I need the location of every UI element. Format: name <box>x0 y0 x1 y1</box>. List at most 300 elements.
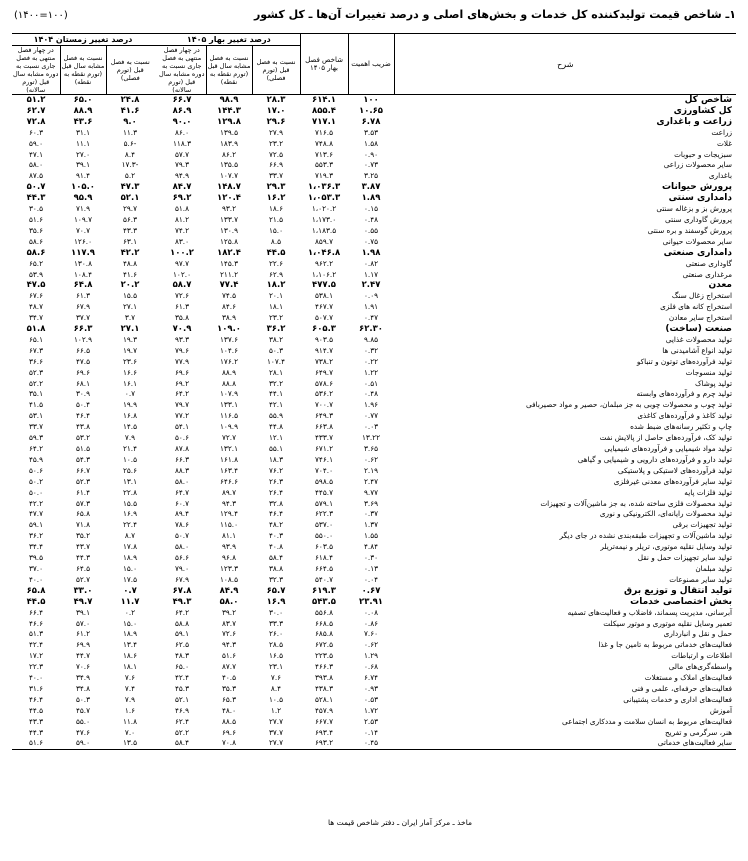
cell-weight: ۰.۳۲ <box>363 345 379 355</box>
cell-desc: تولید کاغذ و فرآورده‌های کاغذی <box>637 411 733 421</box>
cell-desc: تولید کک، فرآورده‌های حاصل از پالایش نفت <box>599 433 733 443</box>
cell-index: ۸۵۹.۷ <box>315 236 334 246</box>
cell-index: ۱،۱۰۶.۲ <box>311 269 337 279</box>
cell-desc: سایر محصولات حیوانی <box>662 236 733 246</box>
cell-spring-annual: ۷۹.۰ <box>174 563 190 573</box>
cell-winter-qoq: ۸.۷ <box>124 531 136 541</box>
cell-spring-yoy: ۱۳۵.۵ <box>220 160 239 170</box>
cell-weight: ۰.۶۲ <box>363 454 379 464</box>
cell-desc: تولید انتقال و توزیع برق <box>624 585 733 596</box>
cell-spring-qoq: ۲۳.۱ <box>268 662 284 672</box>
cell-winter-annual: ۳۴.۷ <box>28 313 44 323</box>
cell-desc: فعالیت‌های مربوط به انسان سلامت و مددکاری اجتماعی <box>561 716 733 726</box>
cell-index: ۵۲۸.۱ <box>315 694 334 704</box>
cell-spring-qoq: ۱۸.۶ <box>268 204 284 214</box>
cell-winter-yoy: ۵۷.۰ <box>75 618 91 628</box>
cell-weight: ۰.۵۱ <box>363 378 379 388</box>
cell-spring-yoy: ۱۲۵.۸ <box>220 236 239 246</box>
table-row <box>12 444 736 455</box>
table-row <box>12 651 736 662</box>
cell-winter-yoy: ۳۰.۹ <box>75 389 91 399</box>
cell-index: ۵۷۹.۱ <box>315 498 334 508</box>
cell-spring-yoy: ۱۴۵.۳ <box>220 258 239 268</box>
cell-spring-annual: ۵۶.۶ <box>174 553 190 563</box>
cell-weight: ۰.۳۷ <box>363 509 379 519</box>
cell-desc: فعالیت‌های خدماتی مربوط به تامین جا و غذا <box>598 640 733 650</box>
cell-winter-qoq: ۴۸.۸ <box>122 258 138 268</box>
table-title: ۱ـ شاخص قیمت تولیدکننده کل خدمات و بخش‌های اصلی و درصد تغییرات آن‌ها ـ کل کشور <box>253 8 736 21</box>
col-header-winter-yoy: نسبت به فصل مشابه سال قبل (تورم نقطه به نقطه) <box>60 46 106 95</box>
cell-winter-yoy: ۷۱.۹ <box>75 204 91 214</box>
cell-winter-annual: ۵۹.۳ <box>28 433 44 443</box>
cell-winter-qoq: ۲۰.۲ <box>120 280 140 291</box>
group-header-winter: درصد تغییر زمستان ۱۴۰۴ <box>12 34 154 46</box>
col-header-spring-qoq: نسبت به فصل قبل (تورم فصلی) <box>252 46 300 95</box>
cell-weight: ۱۳.۲۲ <box>362 433 381 443</box>
cell-weight: ۰.۵۵ <box>363 225 379 235</box>
cell-winter-qoq: ۱۶.۶ <box>122 367 138 377</box>
cell-winter-qoq: ۱۸.۹ <box>122 553 138 563</box>
cell-spring-yoy: ۹۳.۲ <box>221 204 237 214</box>
cell-winter-yoy: ۳۷.۷ <box>75 313 91 323</box>
cell-winter-qoq: ۱۵.۵ <box>122 291 138 301</box>
cell-winter-yoy: ۳۳.۰ <box>73 585 93 596</box>
cell-spring-qoq: ۴۶.۴ <box>268 509 284 519</box>
cell-spring-qoq: ۲۶.۰ <box>268 629 284 639</box>
cell-winter-qoq: ۲۷.۱ <box>122 302 138 312</box>
cell-desc: اطلاعات و ارتباطات <box>671 651 733 661</box>
cell-spring-annual: ۷۴.۲ <box>174 225 190 235</box>
cell-winter-qoq: ۱۳.۵ <box>106 738 154 749</box>
cell-desc: تولید محصولات غذایی <box>665 334 733 344</box>
table-row <box>12 629 736 640</box>
cell-winter-yoy: ۵۴.۳ <box>75 454 91 464</box>
cell-winter-qoq: ۱۷.۵ <box>122 574 138 584</box>
cell-winter-qoq: ۷.۴ <box>124 683 136 693</box>
cell-winter-yoy: ۳۴.۹ <box>75 673 91 683</box>
cell-winter-yoy: ۶۶.۵ <box>75 345 91 355</box>
cell-index: ۶۶۸.۵ <box>315 618 334 628</box>
cell-desc: تولید سایر تجهیزات حمل و نقل <box>637 553 733 563</box>
cell-spring-yoy: ۱۳۲.۱ <box>220 444 239 453</box>
cell-spring-annual: ۵۰.۷ <box>174 531 190 541</box>
cell-winter-annual: ۶۶.۴ <box>28 607 44 617</box>
cell-weight: ۲.۴۷ <box>361 280 381 291</box>
cell-weight: ۲.۵۳ <box>363 716 379 726</box>
cell-spring-annual: ۵۲.۲ <box>174 727 190 737</box>
cell-spring-annual: ۸۷.۸ <box>174 444 190 453</box>
cell-winter-annual: ۵۸.۶ <box>26 247 46 258</box>
cell-winter-qoq: ۱۳.۱ <box>122 476 138 486</box>
cell-winter-qoq: ۶۳.۱ <box>122 236 138 246</box>
cell-index: ۶۷۱.۲ <box>315 444 334 453</box>
cell-winter-qoq: ۱۶.۹ <box>122 509 138 519</box>
cell-weight: ۱.۳۷ <box>363 520 379 530</box>
cell-winter-qoq: ۴۳.۳ <box>122 225 138 235</box>
cell-spring-annual: ۶۹.۲ <box>174 378 190 388</box>
cell-index: ۵۵۰.۰ <box>315 531 334 541</box>
cell-desc: پرورش گوسفند و بره سنتی <box>647 225 733 235</box>
cell-desc: سایر فعالیت‌های خدماتی <box>394 738 736 749</box>
cell-desc: استخراج سایر معادن <box>668 313 733 323</box>
cell-spring-annual: ۶۲.۴ <box>174 716 190 726</box>
cell-weight: ۰.۷۵ <box>363 236 379 246</box>
cell-spring-annual: ۶۴.۲ <box>174 607 190 617</box>
table-row <box>12 422 736 433</box>
table-row <box>12 313 736 324</box>
cell-winter-yoy: ۵۱.۵ <box>75 444 91 453</box>
cell-winter-qoq: ۲۹.۷ <box>122 204 138 214</box>
col-header-weight: ضریب اهمیت <box>348 34 394 95</box>
table-row <box>12 117 736 128</box>
cell-winter-yoy: ۵۰.۳ <box>75 694 91 704</box>
cell-winter-yoy: ۶۵.۰ <box>73 95 93 105</box>
cell-weight: ۰.۷۳ <box>363 160 379 170</box>
cell-spring-yoy: ۱۲۹.۸ <box>217 116 241 127</box>
cell-winter-annual: ۳۶.۲ <box>28 531 44 541</box>
cell-desc: تولید فرآورده‌های لاستیکی و پلاستیکی <box>617 465 733 475</box>
cell-winter-yoy: ۹۱.۴ <box>75 171 91 181</box>
cell-spring-qoq: ۱.۲ <box>270 705 282 715</box>
cell-spring-annual: ۵۴.۱ <box>174 422 190 432</box>
cell-spring-annual: ۳۵.۸ <box>174 313 190 323</box>
cell-winter-qoq: ۱۵.۰ <box>122 563 138 573</box>
cell-spring-yoy: ۸۸.۸ <box>221 378 237 388</box>
cell-weight: ۲۳.۹۱ <box>359 596 383 607</box>
cell-spring-yoy: ۸۹.۷ <box>221 487 237 497</box>
col-header-spring-annual: در چهار فصل منتهی به فصل جاری نسبت به دوره مشابه سال قبل (تورم سالانه) <box>159 46 205 94</box>
cell-spring-yoy: ۸۴.۶ <box>221 302 237 312</box>
cell-desc: دامداری سنتی <box>668 193 733 204</box>
cell-spring-yoy: ۱۰۷.۹ <box>220 389 239 399</box>
cell-index: ۵۳۶.۲ <box>315 389 334 399</box>
cell-winter-yoy: ۳۵.۲ <box>75 531 91 541</box>
cell-winter-annual: ۶۷.۳ <box>28 345 44 355</box>
cell-index: ۴۷۷.۵ <box>312 280 336 291</box>
cell-spring-qoq: ۱۷.۰ <box>266 105 286 116</box>
table-row <box>12 106 736 117</box>
cell-winter-annual: ۵۰.۷ <box>26 182 46 193</box>
cell-winter-yoy: ۳۹.۱ <box>75 607 91 617</box>
table-row <box>12 520 736 531</box>
cell-spring-yoy: ۱۸۲.۴ <box>217 247 241 258</box>
cell-winter-annual: ۳۹.۵ <box>28 553 44 563</box>
cell-index: ۳۹۳.۸ <box>315 673 334 683</box>
cell-spring-qoq: ۳۲.۳ <box>268 574 284 584</box>
cell-winter-annual: ۳۶.۶ <box>28 356 44 366</box>
cell-winter-yoy: ۴۵.۷ <box>75 705 91 715</box>
cell-winter-annual: ۵۰.۰ <box>28 487 44 497</box>
cell-spring-annual: ۷۹.۶ <box>174 345 190 355</box>
col-header-desc: شرح <box>394 34 736 95</box>
cell-spring-qoq: ۵۵.۹ <box>268 411 284 421</box>
cell-winter-yoy: ۹۵.۹ <box>73 193 93 204</box>
cell-winter-yoy: ۶۶.۷ <box>75 465 91 475</box>
cell-spring-annual: ۵۸.۰ <box>174 542 190 552</box>
cell-spring-annual: ۷۷.۲ <box>174 411 190 421</box>
cell-index: ۹۰۳.۵ <box>315 334 334 344</box>
cell-winter-annual: ۵۱.۳ <box>28 629 44 639</box>
cell-winter-qoq: ۵.۶- <box>123 138 137 148</box>
cell-index: ۴۶۷.۷ <box>315 302 334 312</box>
cell-spring-annual: ۶۷.۹ <box>174 574 190 584</box>
cell-winter-yoy: ۱۰۲.۹ <box>74 334 92 344</box>
cell-weight: ۰.۰۸ <box>363 607 379 617</box>
cell-winter-annual: ۴۳.۳ <box>28 716 44 726</box>
cell-winter-annual: ۴۷.۷ <box>28 509 44 519</box>
cell-spring-qoq: ۷۶.۲ <box>268 465 284 475</box>
cell-spring-yoy: ۷۲.۷ <box>221 433 237 443</box>
cell-desc: واسطه‌گری‌های مالی <box>668 662 733 672</box>
table-row <box>12 411 736 422</box>
table-row <box>12 553 736 564</box>
cell-winter-annual: ۴۴.۵ <box>28 705 44 715</box>
cell-spring-yoy: ۱۸۳.۹ <box>220 138 239 148</box>
cell-spring-qoq: ۲۶.۴ <box>268 487 284 497</box>
cell-index: ۵۵۶.۸ <box>315 607 334 617</box>
col-header-index: شاخص فصل بهار ۱۴۰۵ <box>300 34 348 95</box>
cell-winter-annual: ۴۲.۴ <box>28 640 44 650</box>
cell-desc: زراعت و باغداری <box>656 116 733 127</box>
cell-spring-qoq: ۳۶.۲ <box>266 324 286 335</box>
cell-desc: تولید انواع آشامیدنی ها <box>662 345 733 355</box>
cell-spring-qoq: ۴۰.۳ <box>268 531 284 541</box>
cell-spring-yoy: ۹۴.۳ <box>221 498 237 508</box>
table-row <box>12 640 736 651</box>
cell-spring-qoq: ۱۶.۵ <box>268 651 284 661</box>
cell-index: ۷۳۸.۲ <box>315 356 334 366</box>
table-row <box>12 597 736 608</box>
cell-spring-annual: ۶۹.۲ <box>172 193 192 204</box>
cell-winter-annual: ۴۱.۵ <box>28 400 44 410</box>
cell-spring-qoq: ۲۳.۲ <box>268 313 284 323</box>
table-row <box>12 357 736 368</box>
cell-winter-yoy: ۴۷.۵ <box>75 356 91 366</box>
cell-weight: ۳.۸۷ <box>361 182 381 193</box>
cell-spring-qoq: ۳۰.۰ <box>268 607 284 617</box>
cell-spring-annual: ۷۷.۹ <box>174 356 190 366</box>
cell-spring-qoq: ۸.۵ <box>270 236 282 246</box>
cell-spring-qoq: ۳۲.۸ <box>268 498 284 508</box>
cell-index: ۷۰۰.۷ <box>315 400 334 410</box>
cell-winter-qoq: ۳.۷ <box>124 313 136 323</box>
cell-desc: هنر، سرگرمی و تفریح <box>664 727 733 737</box>
cell-index: ۶۶۷.۷ <box>315 716 334 726</box>
cell-winter-qoq: ۱۱.۳ <box>122 127 138 137</box>
cell-spring-qoq: ۲۹.۶ <box>266 116 286 127</box>
cell-winter-annual: ۵۰.۲ <box>28 476 44 486</box>
cell-desc: کل کشاورزی <box>673 105 733 116</box>
cell-index: ۲۲۳.۵ <box>315 651 334 661</box>
cell-weight: ۰.۱۴ <box>363 727 379 737</box>
table-row <box>12 291 736 302</box>
cell-winter-qoq: ۱۵.۰ <box>122 618 138 628</box>
cell-spring-qoq: ۲۳.۲ <box>268 138 284 148</box>
cell-spring-annual: ۶۰.۷ <box>174 498 190 508</box>
cell-index: ۷۱۹.۳ <box>315 171 334 181</box>
table-row <box>12 150 736 161</box>
cell-winter-yoy: ۵۳.۲ <box>75 433 91 443</box>
cell-index: ۶۲۲.۳ <box>315 509 334 519</box>
cell-weight: ۰.۹۰ <box>363 149 379 159</box>
cell-winter-qoq: ۱۵.۵ <box>122 498 138 508</box>
cell-desc: گاوداری صنعتی <box>685 258 733 268</box>
cell-spring-qoq: ۱۰۷.۴ <box>267 356 286 366</box>
cell-spring-annual: ۱۰۰.۲ <box>170 247 194 258</box>
table-row <box>12 586 736 597</box>
cell-winter-annual: ۴۷.۱ <box>28 149 44 159</box>
cell-winter-yoy: ۶۷.۹ <box>75 302 91 312</box>
cell-weight: ۰.۱۳ <box>363 563 379 573</box>
cell-weight: ۰.۰۴ <box>363 574 379 584</box>
cell-winter-qoq: ۲۷.۱ <box>120 324 140 335</box>
cell-weight: ۰.۸۲ <box>363 258 379 268</box>
cell-spring-yoy: ۸۴.۹ <box>219 585 239 596</box>
cell-index: ۱،۰۵۳.۳ <box>307 193 341 204</box>
cell-winter-yoy: ۴۳.۷ <box>75 542 91 552</box>
cell-spring-yoy: ۶۵.۳ <box>221 694 237 704</box>
cell-spring-yoy: ۳۸.۹ <box>221 313 237 323</box>
cell-desc: تولید سایر فرآورده‌های معدنی غیرفلزی <box>613 476 733 486</box>
cell-winter-annual: ۲۲.۳ <box>28 662 44 672</box>
cell-winter-yoy: ۵۲.۷ <box>75 574 91 584</box>
cell-weight: ۱.۹۸ <box>361 247 381 258</box>
cell-winter-annual: ۴۰.۰ <box>28 673 44 683</box>
cell-spring-annual: ۸۳.۰ <box>174 236 190 246</box>
cell-winter-annual: ۶۰.۳ <box>28 127 44 137</box>
cell-winter-qoq: ۲۳.۶ <box>122 356 138 366</box>
cell-desc: تولید وسایل نقلیه موتوری، تریلر و نیمه‌تریلر <box>600 542 733 552</box>
cell-winter-qoq: ۲۵.۶ <box>122 465 138 475</box>
cell-spring-annual: ۴۲.۴ <box>174 673 190 683</box>
cell-index: ۴۶۶.۳ <box>315 662 334 672</box>
cell-desc: تولید چوب و محصولات چوبی به جز مبلمان، حصیر و مواد حصیربافی <box>526 400 733 410</box>
cell-winter-annual: ۵۰.۶ <box>28 465 44 475</box>
cell-spring-annual: ۶۴.۲ <box>174 389 190 399</box>
cell-winter-annual: ۵۹.۱ <box>28 520 44 530</box>
cell-weight: ۱.۵۵ <box>363 531 379 541</box>
cell-spring-yoy: ۴۸.۰ <box>221 705 237 715</box>
cell-winter-annual: ۴۴.۳ <box>28 727 44 737</box>
cell-winter-yoy: ۶۱.۳ <box>75 291 91 301</box>
cell-spring-yoy: ۱۲۳.۳ <box>220 563 239 573</box>
cell-weight: ۰.۴۷ <box>363 313 379 323</box>
cell-index: ۷۴۸.۸ <box>315 138 334 148</box>
cell-spring-qoq: ۲۷.۷ <box>268 716 284 726</box>
cell-weight: ۲.۴۷ <box>363 476 379 486</box>
cell-winter-yoy: ۳۴.۸ <box>75 683 91 693</box>
cell-index: ۴۳۸.۳ <box>315 683 334 693</box>
cell-weight: ۰.۴۵ <box>348 738 394 749</box>
cell-spring-annual: ۴۵.۳ <box>174 683 190 693</box>
cell-index: ۵۴۰.۷ <box>315 574 334 584</box>
cell-winter-annual: ۵۳.۱ <box>28 411 44 421</box>
cell-desc: استخراج کانه های فلزی <box>660 302 733 312</box>
table-row <box>12 237 736 248</box>
cell-winter-annual: ۵۸.۶ <box>28 236 44 246</box>
cell-spring-qoq: ۱۸.۲ <box>266 280 286 291</box>
cell-winter-annual: ۳۷.۰ <box>28 563 44 573</box>
cell-winter-annual: ۸۷.۵ <box>28 171 44 181</box>
cell-winter-yoy: ۶۸.۱ <box>75 378 91 388</box>
cell-spring-annual: ۸۶.۰ <box>174 127 190 137</box>
cell-winter-yoy: ۶۹.۶ <box>75 367 91 377</box>
cell-spring-annual: ۵۸.۸ <box>174 618 190 628</box>
cell-winter-qoq: ۰.۲ <box>124 607 136 617</box>
cell-spring-yoy: ۱۷۶.۲ <box>220 356 239 366</box>
cell-spring-yoy: ۸۶.۲ <box>221 149 237 159</box>
cell-spring-qoq: ۷.۶ <box>270 673 282 683</box>
cell-winter-qoq: ۱۰.۵ <box>122 454 138 464</box>
cell-winter-annual: ۳۴.۴ <box>28 542 44 552</box>
cell-winter-yoy: ۴۴.۳ <box>75 553 91 563</box>
cell-winter-qoq: ۵۶.۳ <box>122 214 138 224</box>
cell-desc: تولید چرم و فرآورده‌های وابسته <box>636 389 733 399</box>
cell-spring-annual: ۵۸.۴ <box>158 738 206 749</box>
cell-spring-annual: ۶۵.۰ <box>174 662 190 672</box>
cell-winter-yoy: ۷۱.۸ <box>75 520 91 530</box>
cell-weight: ۰.۶۸ <box>363 662 379 672</box>
cell-spring-yoy: ۷۰.۸ <box>206 738 252 749</box>
cell-spring-yoy: ۱۳۳.۱ <box>220 400 239 410</box>
cell-winter-annual: ۴۴.۳ <box>26 193 46 204</box>
cell-winter-qoq: ۲۲.۸ <box>122 487 138 497</box>
cell-winter-annual: ۳۵.۶ <box>28 225 44 235</box>
cell-winter-yoy: ۱۱۷.۹ <box>71 247 95 258</box>
table-row <box>12 248 736 259</box>
cell-spring-qoq: ۱۵.۰ <box>268 225 284 235</box>
cell-index: ۵۴۳.۵ <box>312 596 336 607</box>
cell-index: ۵۹۸.۵ <box>315 476 334 486</box>
cell-spring-yoy: ۸۸.۵ <box>221 716 237 726</box>
cell-winter-yoy: ۱۰۹.۷ <box>74 214 92 224</box>
cell-winter-qoq: ۱۶.۱ <box>122 378 138 388</box>
cell-index: ۹۱۴.۷ <box>315 345 334 355</box>
cell-winter-annual: ۷۲.۸ <box>26 116 46 127</box>
table-row <box>12 509 736 520</box>
cell-spring-yoy: ۹۸.۹ <box>219 95 239 105</box>
table-row <box>12 531 736 542</box>
cell-winter-yoy: ۶۱.۴ <box>75 487 91 497</box>
cell-winter-annual: ۶۷.۶ <box>28 291 44 301</box>
cell-winter-annual: ۵۲.۳ <box>28 367 44 377</box>
cell-spring-qoq: ۲۹.۳ <box>266 182 286 193</box>
cell-desc: پرورش گاوداری سنتی <box>665 214 733 224</box>
cell-winter-annual: ۴۵.۹ <box>28 454 44 464</box>
cell-desc: سایر محصولات زراعی <box>663 160 733 170</box>
cell-spring-qoq: ۱۸.۳ <box>268 454 284 464</box>
cell-winter-annual: ۳۵.۱ <box>28 389 44 399</box>
cell-weight: ۰.۹۳ <box>363 683 379 693</box>
table-row <box>12 738 736 749</box>
table-row <box>12 466 736 477</box>
cell-weight: ۹.۷۷ <box>363 487 379 497</box>
cell-winter-qoq: ۷.۹ <box>124 433 136 443</box>
cell-spring-qoq: ۵۸.۴ <box>268 553 284 563</box>
cell-winter-yoy: ۴۷.۶ <box>75 727 91 737</box>
cell-winter-yoy: ۳۱.۱ <box>75 127 91 137</box>
cell-index: ۶۹۳.۴ <box>315 727 334 737</box>
cell-winter-yoy: ۱۰۵.۰ <box>71 182 95 193</box>
cell-index: ۷۱۳.۶ <box>315 149 334 159</box>
table-row <box>12 619 736 630</box>
cell-weight: ۰.۷۷ <box>363 411 379 421</box>
cell-winter-annual: ۵۹.۰ <box>28 138 44 148</box>
cell-spring-yoy: ۱۳۷.۶ <box>220 334 239 344</box>
table-row <box>12 128 736 139</box>
cell-winter-yoy: ۶۹.۹ <box>75 640 91 650</box>
cell-spring-yoy: ۸۱.۱ <box>221 531 237 541</box>
